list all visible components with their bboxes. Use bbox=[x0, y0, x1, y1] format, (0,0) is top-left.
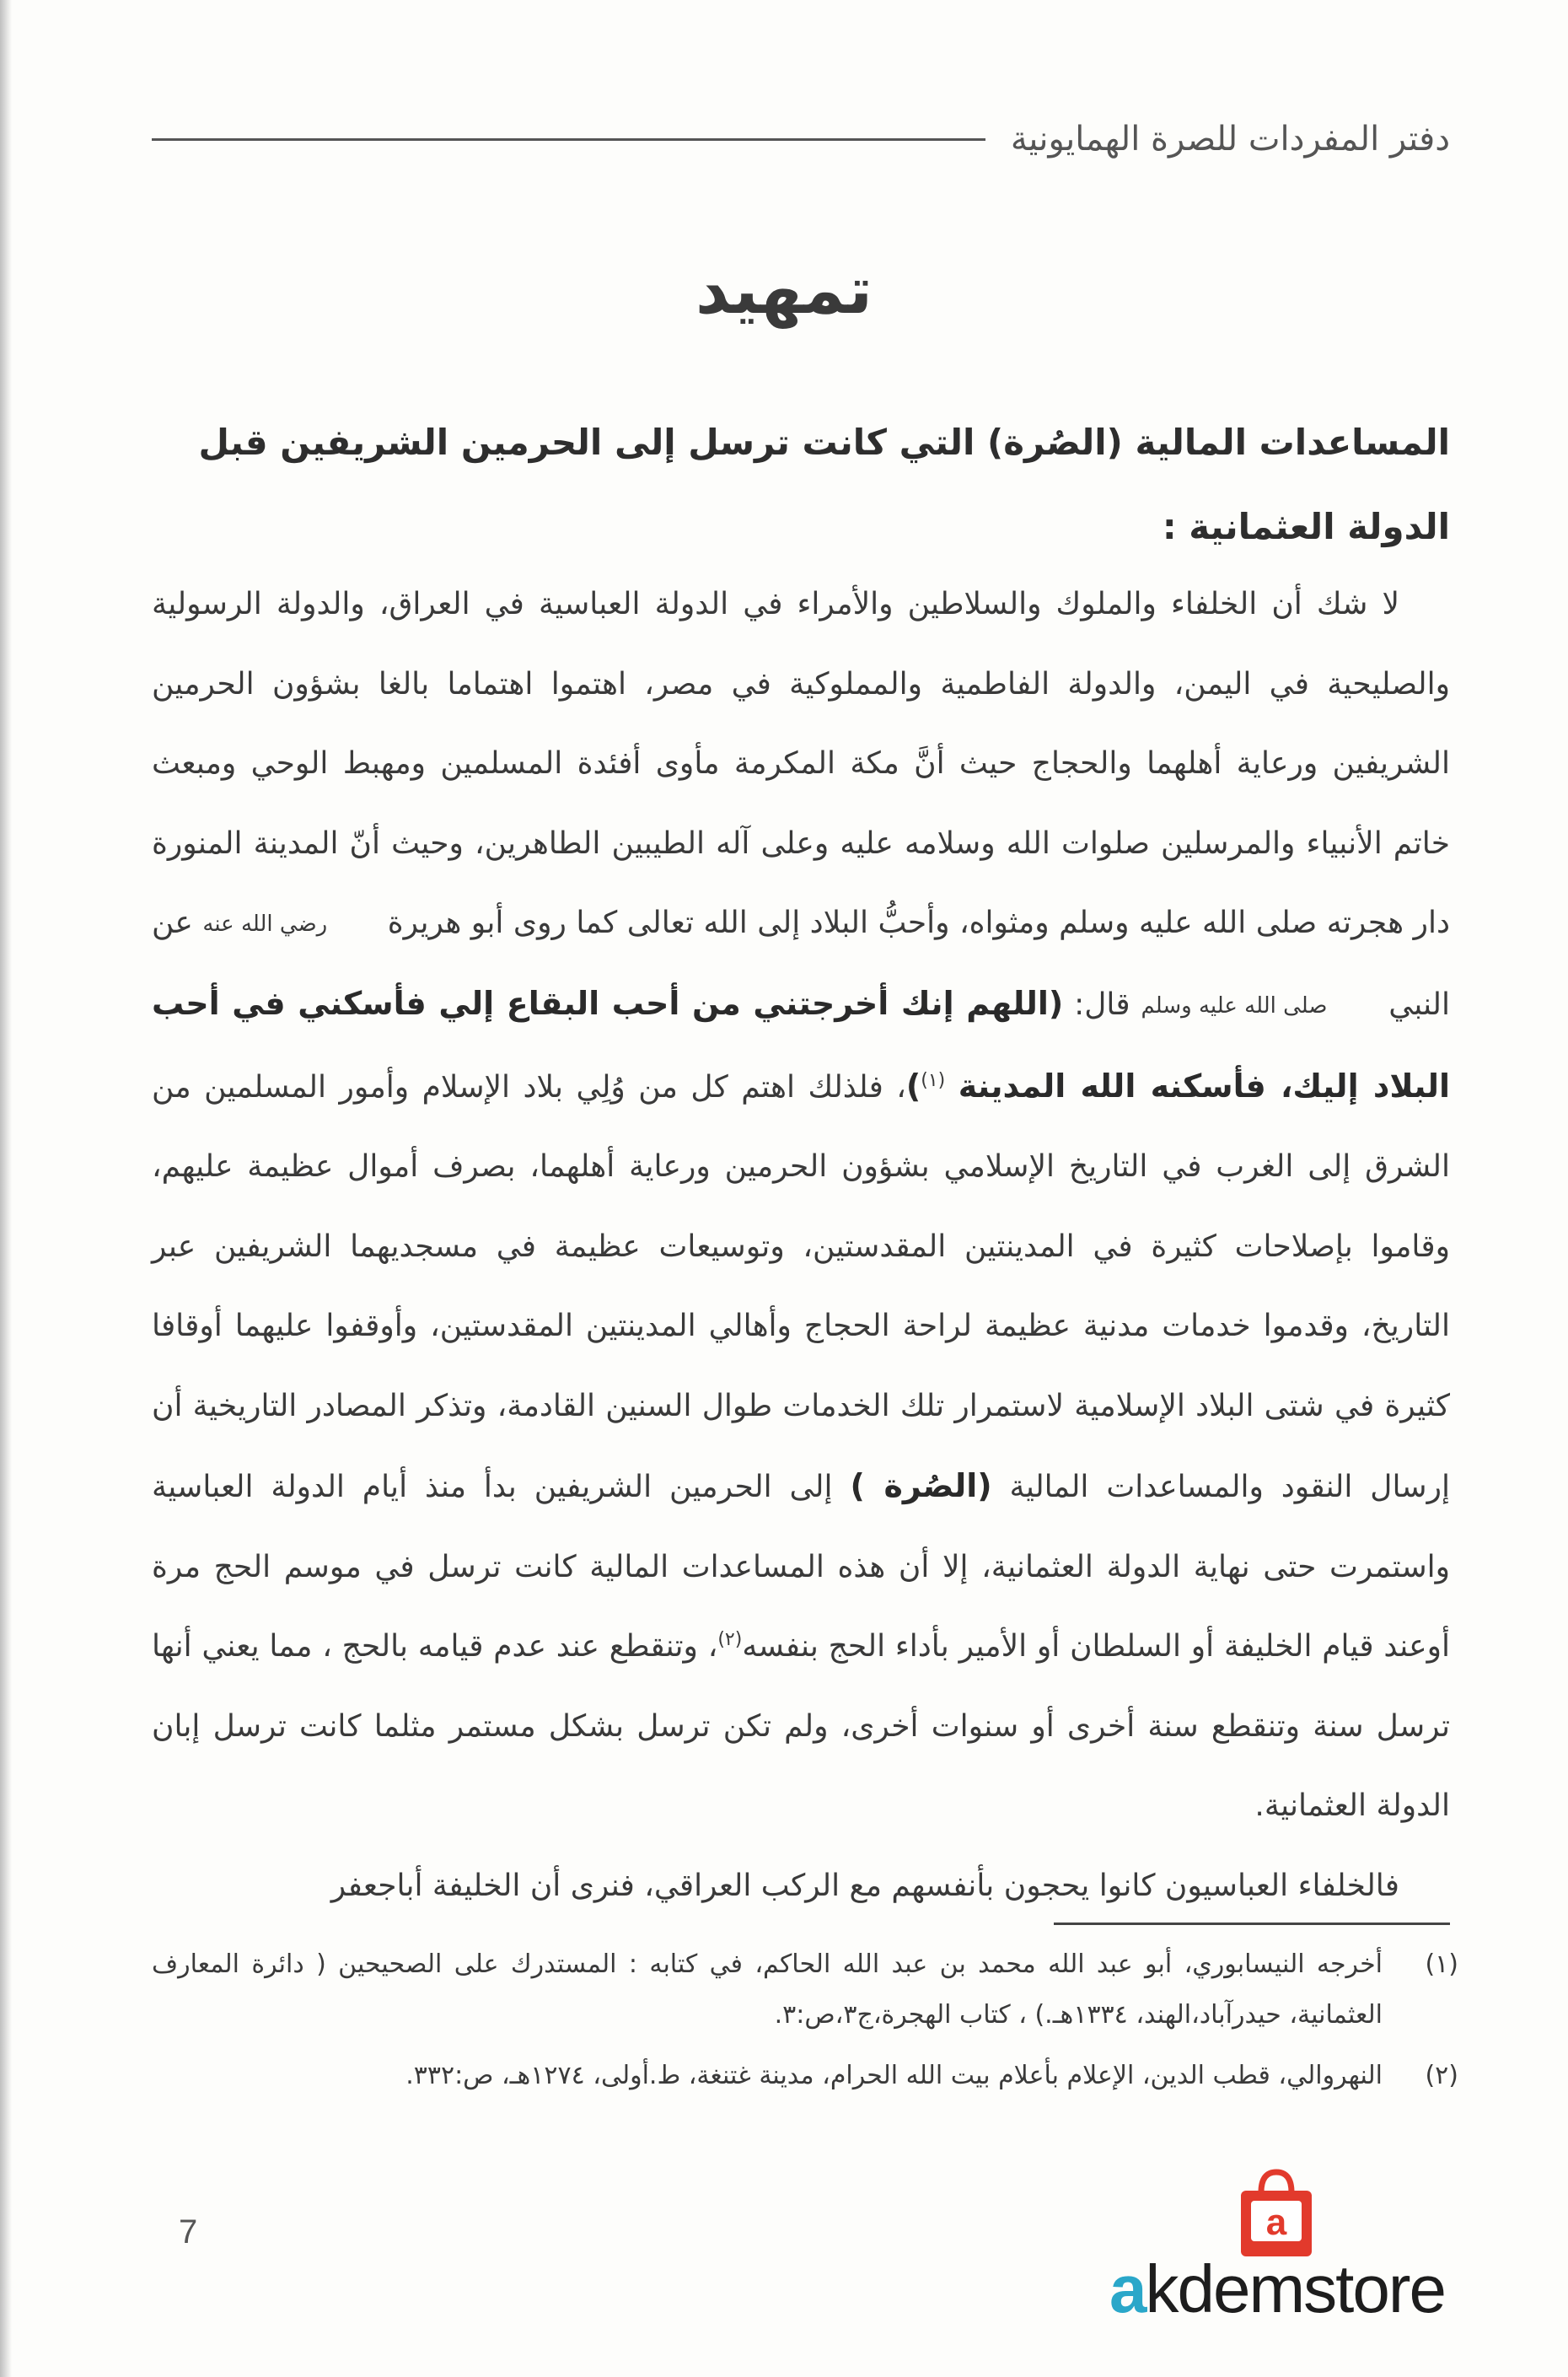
brand-wordmark bbox=[1087, 2251, 1467, 2326]
shopping-bag-icon bbox=[1236, 2167, 1317, 2260]
header-rule bbox=[152, 138, 985, 141]
brand-rest: kdemstore bbox=[1145, 2251, 1445, 2326]
bag-letter: a bbox=[1265, 2202, 1287, 2243]
footnote-1 bbox=[152, 1939, 1458, 2041]
section-heading: المساعدات المالية (الصُرة) التي كانت ترسل إلى الحرمين الشريفين قبل الدولة العثمانية : bbox=[198, 422, 1450, 547]
footnote-text: النهروالي، قطب الدين، الإعلام بأعلام بيت الله الحرام، مدينة غتنغة، ط.أولى، ١٢٧٤هـ، ص:٣٣٢. bbox=[405, 2061, 1383, 2090]
footnotes bbox=[152, 1939, 1458, 2111]
footnote-ref-1: (١) bbox=[921, 1069, 946, 1091]
footnote-number: (٢) bbox=[1425, 2061, 1458, 2090]
hadith-close: ) bbox=[905, 1067, 921, 1105]
surra-term: (الصُرة ) bbox=[850, 1467, 992, 1504]
body-text bbox=[152, 565, 1450, 1926]
footnote-number: (١) bbox=[1425, 1949, 1458, 1979]
footnote-text: أخرجه النيسابوري، أبو عبد الله محمد بن عبد الله الحاكم، في كتابه : المستدرك على الصحيحين ( دائرة المعارف العثمانية، حيدرآباد،الهند، ١٣٣٤هـ.) ، كتاب الهجرة،ج٣،ص:٣. bbox=[152, 1949, 1383, 2030]
running-header-title: دفتر المفردات للصرة الهمايونية bbox=[1010, 120, 1450, 159]
store-watermark-logo bbox=[1087, 2167, 1467, 2327]
radiallah-glyph: رضي الله عنه bbox=[202, 911, 328, 937]
brand-accent: a bbox=[1109, 2251, 1146, 2326]
p1-text-4: ، فلذلك اهتم كل من وُلِي بلاد الإسلام وأمور المسلمين من الشرق إلى الغرب في التاريخ الإسلامي بشؤون الحرمين ورعاية أهلهما، بصرف أموال عظيمة عليهم، وقاموا بإصلاحات كثيرة في المدينتين المقدستين، وتوسيعات عظيمة في مسجديهما الشريفين عبر التاريخ، وقدموا خدمات مدنية عظيمة لراحة الحجاج وأهالي المدينتين المقدستين، وأوقفوا عليهما أوقافا كثيرة في شتى البلاد الإسلامية لاستمرار تلك الخدمات طوال السنين القادمة، وتذكر المصادر التاريخية أن إرسال النقود والمساعدات المالية bbox=[152, 1069, 1450, 1504]
p1-text-3: قال: bbox=[1074, 987, 1130, 1023]
p1-text-2: عن النبي bbox=[152, 906, 1450, 1023]
paragraph-1 bbox=[152, 565, 1450, 1847]
p1-text-5: إلى الحرمين الشريفين بدأ منذ أيام الدولة العباسية واستمرت حتى نهاية الدولة العثمانية، إلا أن هذه المساعدات المالية كانت ترسل في موسم الحج مرة أوعند قيام الخليفة أو السلطان أو الأمير بأداء الحج بنفسه bbox=[152, 1470, 1450, 1664]
footnote-2 bbox=[152, 2051, 1458, 2101]
chapter-title: تمهيد bbox=[695, 253, 873, 329]
running-header bbox=[152, 114, 1450, 164]
p1-text-1: لا شك أن الخلفاء والملوك والسلاطين والأمراء في الدولة العباسية في العراق، والدولة الرسولية والصليحية في اليمن، والدولة الفاطمية والمملوكية في مصر، اهتموا اهتماما بالغا بشؤون الحرمين الشريفين ورعاية أهلهما والحجاج حيث أنَّ مكة المكرمة مأوى أفئدة المسلمين ومهبط الوحي ومبعث خاتم الأنبياء والمرسلين صلوات الله وسلامه عليه وعلى آله الطيبين الطاهرين، وحيث أنّ المدينة المنورة دار هجرته صلى الله عليه وسلم ومثواه، وأحبُّ البلاد إلى الله تعالى كما روى أبو هريرة bbox=[152, 587, 1451, 940]
hadith-quote: (اللهم إنك أخرجتني من أحب البقاع إلي فأسكني في أحب البلاد إليك، فأسكنه الله المدينة bbox=[152, 985, 1450, 1105]
footnote-ref-2: (٢) bbox=[717, 1629, 743, 1650]
salla-glyph: صلى الله عليه وسلم bbox=[1141, 993, 1328, 1019]
paragraph-2: فالخلفاء العباسيون كانوا يحجون بأنفسهم مع الركب العراقي، فنرى أن الخليفة أباجعفر bbox=[330, 1868, 1399, 1903]
p1-text-6: ، وتنقطع عند عدم قيامه بالحج ، مما يعني أنها ترسل سنة وتنقطع سنة أخرى أو سنوات أخرى، ولم تكن ترسل بشكل مستمر مثلما كانت ترسل إبان الدولة العثمانية. bbox=[152, 1629, 1450, 1823]
page-edge-shadow bbox=[0, 0, 12, 2377]
page-number: 7 bbox=[179, 2213, 198, 2251]
footnote-rule bbox=[1054, 1923, 1450, 1925]
